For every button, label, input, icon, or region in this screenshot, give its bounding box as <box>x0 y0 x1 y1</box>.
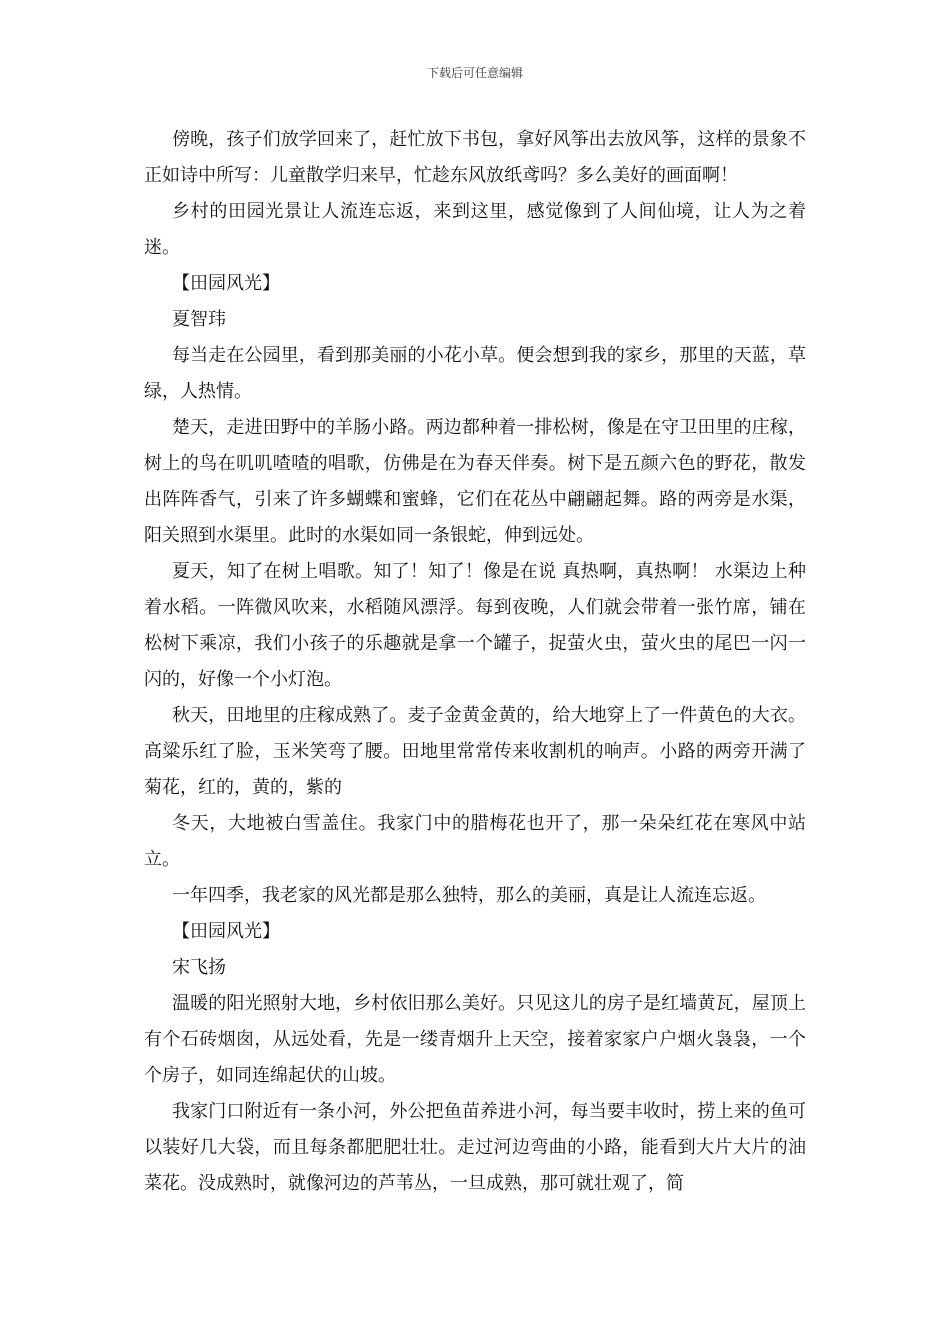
paragraph: 温暖的阳光照射大地，乡村依旧那么美好。只见这儿的房子是红墙黄瓦，屋顶上有个石砖烟囱，从远处看，先是一缕青烟升上天空，接着家家户户烟火袅袅，一个个房子，如同连绵起伏的山坡。 <box>144 993 806 1086</box>
document-body <box>144 122 806 1202</box>
paragraph: 每当走在公园里，看到那美丽的小花小草。便会想到我的家乡，那里的天蓝，草绿，人热情。 <box>144 345 806 402</box>
page-header: 下载后可任意编辑 <box>426 66 523 80</box>
paragraph: 我家门口附近有一条小河，外公把鱼苗养进小河，每当要丰收时，捞上来的鱼可以装好几大袋，而且每条都肥肥壮壮。走过河边弯曲的小路，能看到大片大片的油菜花。没成熟时，就像河边的芦苇丛，一旦成熟，那可就壮观了，简 <box>144 1101 806 1194</box>
paragraph: 秋天，田地里的庄稼成熟了。麦子金黄金黄的，给大地穿上了一件黄色的大衣。高粱乐红了脸，玉米笑弯了腰。田地里常常传来收割机的响声。小路的两旁开满了菊花，红的，黄的，紫的 <box>144 705 806 798</box>
author-name: 夏智玮 <box>172 309 226 330</box>
paragraph: 傍晚，孩子们放学回来了，赶忙放下书包，拿好风筝出去放风筝，这样的景象不正如诗中所写：儿童散学归来早，忙趁东风放纸鸢吗？多么美好的画面啊！ <box>144 129 806 186</box>
section-title: 【田园风光】 <box>172 273 280 294</box>
author-name: 宋飞扬 <box>172 957 226 978</box>
section-title: 【田园风光】 <box>172 921 280 942</box>
paragraph: 楚天，走进田野中的羊肠小路。两边都种着一排松树，像是在守卫田里的庄稼，树上的鸟在叽叽喳喳的唱歌，仿佛是在为春天伴奏。树下是五颜六色的野花，散发出阵阵香气，引来了许多蝴蝶和蜜蜂，它们在花丛中翩翩起舞。路的两旁是水渠，阳关照到水渠里。此时的水渠如同一条银蛇，伸到远处。 <box>144 417 806 546</box>
paragraph: 夏天，知了在树上唱歌。知了！知了！像是在说 真热啊，真热啊！ 水渠边上种着水稻。一阵微风吹来，水稻随风漂浮。每到夜晚，人们就会带着一张竹席，铺在松树下乘凉，我们小孩子的乐趣就是拿一个罐子，捉萤火虫，萤火虫的尾巴一闪一闪的，好像一个小灯泡。 <box>144 561 806 690</box>
paragraph: 一年四季，我老家的风光都是那么独特，那么的美丽，真是让人流连忘返。 <box>172 885 766 906</box>
paragraph: 冬天，大地被白雪盖住。我家门中的腊梅花也开了，那一朵朵红花在寒风中站立。 <box>144 813 806 870</box>
paragraph: 乡村的田园光景让人流连忘返，来到这里，感觉像到了人间仙境，让人为之着迷。 <box>144 201 806 258</box>
